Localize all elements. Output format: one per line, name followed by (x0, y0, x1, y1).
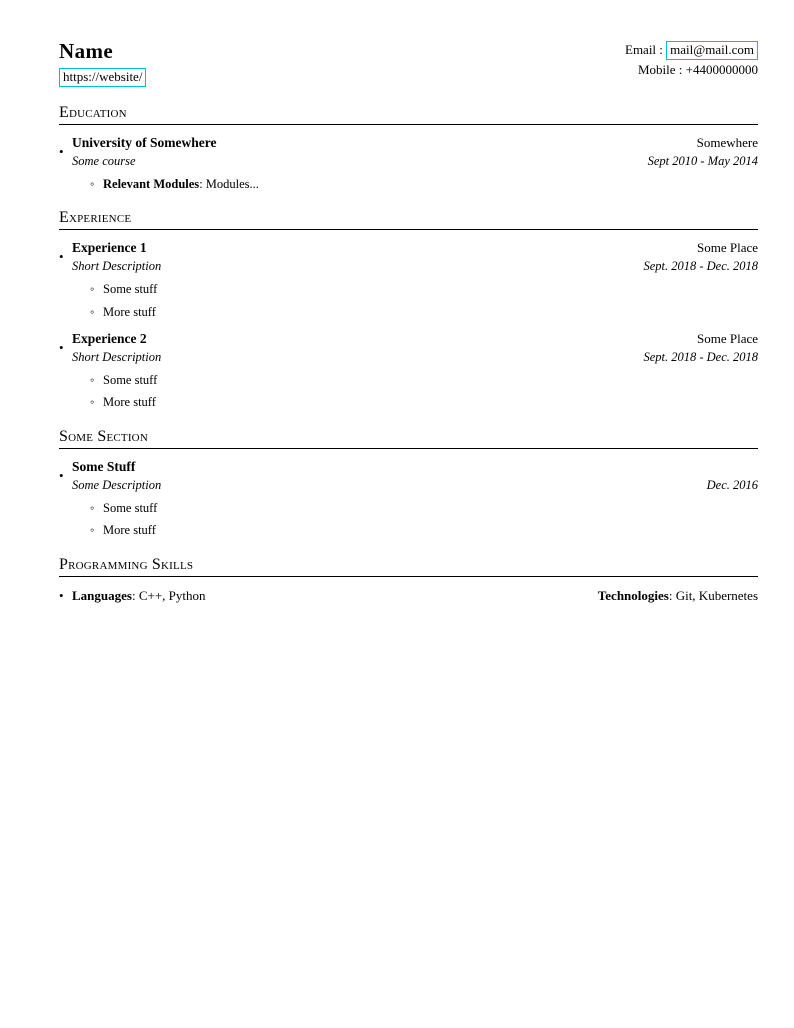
bullet-icon: • (59, 249, 64, 265)
circle-bullet-icon: ◦ (90, 395, 95, 410)
circle-bullet-icon: ◦ (90, 523, 95, 538)
languages-value: : C++, Python (131, 588, 206, 604)
section-title: Education (59, 103, 127, 121)
entry-title-row (72, 134, 758, 152)
entry-title: University of Somewhere (72, 134, 217, 150)
entry-title-row (72, 330, 758, 348)
email-label: Email : (625, 42, 663, 57)
list-item (90, 373, 758, 389)
entry-head-lines (72, 330, 758, 366)
entry-subtitle: Some course (72, 153, 136, 168)
technologies-value: : Git, Kubernetes (668, 588, 758, 604)
entry-head-lines (72, 239, 758, 275)
list-item-text: Some stuff (103, 282, 158, 297)
entry-title-row (72, 239, 758, 257)
entry-subtitle: Short Description (72, 259, 162, 274)
entry-dates: Sept. 2018 - Dec. 2018 (643, 259, 758, 274)
list-item (90, 282, 758, 298)
header-contact (625, 40, 758, 80)
entry-subtitle-row (72, 348, 758, 366)
mobile-label: Mobile : (637, 62, 683, 78)
entry-title: Experience 2 (72, 330, 147, 346)
entry-head-lines (72, 458, 758, 494)
bullet-icon: • (59, 588, 64, 604)
entry-sub-items (90, 501, 758, 539)
section-head (59, 104, 758, 125)
list-item-text: More stuff (103, 304, 156, 319)
section-education (59, 104, 758, 193)
entry-title: Experience 1 (72, 240, 147, 256)
entry-sub-items (90, 177, 758, 193)
list-item-label: Relevant Modules (103, 176, 200, 191)
list-item (90, 395, 758, 411)
name-heading: Name (59, 39, 114, 63)
list-item-rest: : Modules... (199, 176, 259, 191)
list-item-text: Some stuff (103, 500, 158, 515)
technologies-label: Technologies (597, 588, 669, 604)
some-stuff-entry (59, 458, 758, 539)
entry-subtitle: Short Description (72, 349, 162, 364)
section-some-section (59, 428, 758, 539)
education-entry (59, 134, 758, 193)
mobile-value: +4400000000 (685, 62, 758, 78)
entry-subtitle-row (72, 476, 758, 494)
list-item-text: Some stuff (103, 372, 158, 387)
entry-dates: Sept. 2018 - Dec. 2018 (643, 349, 758, 364)
email-line (625, 40, 758, 60)
circle-bullet-icon: ◦ (90, 176, 95, 191)
entry-head (59, 330, 758, 366)
circle-bullet-icon: ◦ (90, 304, 95, 319)
entry-head (59, 239, 758, 275)
languages-label: Languages (72, 588, 132, 604)
resume-header (59, 40, 758, 87)
list-item (90, 305, 758, 321)
entry-title-row (72, 458, 758, 476)
entry-head-lines (72, 134, 758, 170)
section-head (59, 556, 758, 577)
entry-head (59, 134, 758, 170)
email-link[interactable]: mail@mail.com (666, 41, 758, 60)
section-head (59, 428, 758, 449)
entry-dates: Dec. 2016 (706, 477, 758, 492)
skills-technologies (598, 587, 758, 605)
skills-languages (72, 587, 206, 605)
bullet-icon: • (59, 339, 64, 355)
section-experience (59, 209, 758, 411)
website-line (59, 68, 146, 87)
circle-bullet-icon: ◦ (90, 282, 95, 297)
bullet-icon: • (59, 467, 64, 483)
entry-sub-items (90, 282, 758, 320)
skills-content (72, 587, 758, 605)
section-title: Experience (59, 209, 132, 227)
section-title: Programming Skills (59, 556, 194, 574)
skills-row (59, 587, 758, 605)
experience-entry-2 (59, 330, 758, 411)
list-item (90, 177, 758, 193)
entry-subtitle-row (72, 152, 758, 170)
entry-location: Some Place (696, 330, 758, 346)
section-programming-skills (59, 556, 758, 605)
entry-title: Some Stuff (72, 458, 136, 474)
entry-location: Somewhere (696, 134, 758, 150)
entry-subtitle-row (72, 257, 758, 275)
list-item-text (103, 177, 259, 193)
entry-sub-items (90, 373, 758, 411)
entry-dates: Sept 2010 - May 2014 (647, 153, 758, 168)
list-item-text: More stuff (103, 395, 156, 410)
list-item-text: More stuff (103, 523, 156, 538)
list-item (90, 523, 758, 539)
website-link[interactable]: https://website/ (59, 68, 146, 87)
section-head (59, 209, 758, 230)
entry-location: Some Place (696, 240, 758, 256)
circle-bullet-icon: ◦ (90, 500, 95, 515)
experience-entry-1 (59, 239, 758, 320)
bullet-icon: • (59, 143, 64, 159)
mobile-line (625, 60, 758, 80)
circle-bullet-icon: ◦ (90, 372, 95, 387)
list-item (90, 501, 758, 517)
header-left (59, 40, 146, 87)
entry-head (59, 458, 758, 494)
section-title: Some Section (59, 427, 148, 445)
entry-subtitle: Some Description (72, 477, 162, 492)
